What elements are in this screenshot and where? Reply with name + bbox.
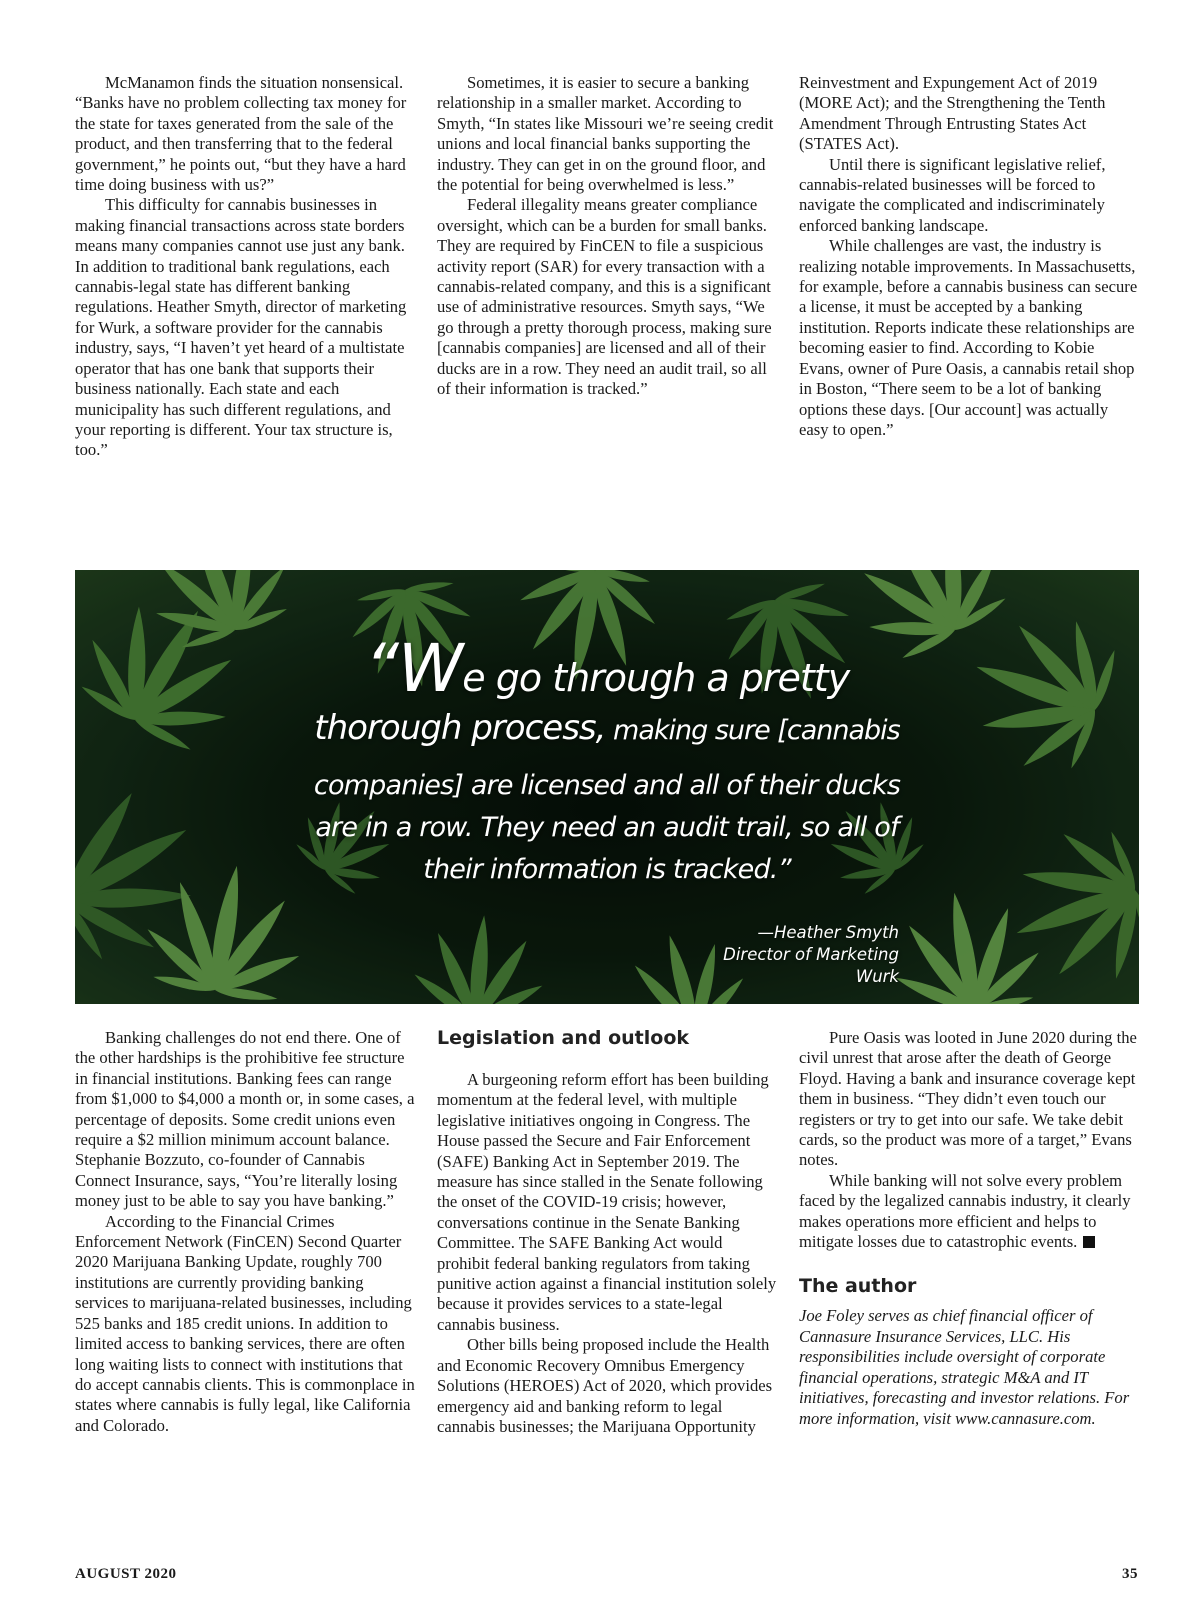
paragraph-text: While banking will not solve every problem faced by the legalized cannabis industry, it clearly makes operations more efficient and helps to mitigate losses due to catastrophic events. (799, 1170, 1131, 1252)
pull-quote-attribution-title: Director of Marketing (723, 945, 899, 964)
paragraph (799, 1171, 1139, 1253)
author-heading: The author (799, 1275, 917, 1298)
paragraph: This difficulty for cannabis businesses in making financial transactions across state borders means many companies cannot use just any bank. In addition to traditional bank regulations, each cannabis-legal state has different banking regulations. Heather Smyth, director of marketing for Wurk, a software provider for the cannabis industry, says, “I haven’t yet heard of a multistate operator that has one bank that supports their business nationally. Each state and each municipality has such different regulations, and your reporting is different. Your tax structure is, too.” (75, 195, 407, 460)
pull-quote-text: e go through a pretty (462, 656, 850, 700)
paragraph: A burgeoning reform effort has been building momentum at the federal level, with multiple legislative initiatives ongoing in Congress. The House passed the Secure and Fair Enforcement (SAFE) Banking Act in September 2019. The measure has since stalled in the Senate following the onset of the COVID-19 crisis; however, conversations continue in the Senate Banking Committee. The SAFE Banking Act would prohibit federal banking regulators from taking punitive action against a financial institution solely because it provides services to a state-legal cannabis business. (437, 1070, 777, 1334)
paragraph: Pure Oasis was looted in June 2020 during the civil unrest that arose after the death of George Floyd. Having a bank and insurance coverage kept them in business. “They didn’t even touch our registers or try to get into our safe. We take debit cards, so the product was more of a target,” Evans notes. (799, 1028, 1137, 1170)
article-column-top-1 (75, 73, 415, 461)
paragraph: According to the Financial Crimes Enforcement Network (FinCEN) Second Quarter 2020 Marijuana Banking Update, roughly 700 institutions are currently providing banking services to marijuana-related businesses, including 525 banks and 185 credit unions. In addition to limited access to banking services, there are often long waiting lists to connect with institutions that do accept cannabis clients. This is commonplace in states where cannabis is fully legal, like California and Colorado. (75, 1211, 415, 1435)
paragraph: Banking challenges do not end there. One of the other hardships is the prohibitive fee structure in financial institutions. Banking fees can range from $1,000 to $4,000 a month or, in some cases, a percentage of deposits. Some credit unions even require a $2 million minimum account balance. Stephanie Bozzuto, co-founder of Cannabis Connect Insurance, says, “You’re literally losing money just to be able to say you have banking.” (75, 1028, 415, 1211)
article-column-bottom-2 (437, 1026, 777, 1437)
section-heading: Legislation and outlook (437, 1027, 690, 1049)
article-column-bottom-3 (799, 1028, 1139, 1429)
pull-quote-banner (75, 570, 1139, 1004)
article-column-top-2 (437, 73, 777, 400)
pull-quote-line-2 (75, 708, 1139, 748)
pull-quote-drop-letter: W (398, 630, 463, 707)
pull-quote-text: making sure [cannabis (605, 715, 900, 746)
paragraph: Until there is significant legislative relief, cannabis-related businesses will be forced to navigate the complicated and indiscriminately enforced banking landscape. (799, 154, 1106, 235)
paragraph: Federal illegality means greater compliance oversight, which can be a burden for small banks. They are required by FinCEN to file a suspicious activity report (SAR) for every transaction with a cannabis-related company, and this is a significant use of administrative resources. Smyth says, “We go through a pretty thorough process, making sure [cannabis companies] are licensed and all of their ducks are in a row. They need an audit trail, so all of their information is tracked.” (437, 195, 772, 399)
pull-quote-text: thorough process, (314, 708, 606, 748)
page-number: 35 (1122, 1566, 1138, 1582)
pull-quote (75, 570, 1139, 1004)
article-column-bottom-1 (75, 1028, 415, 1436)
pull-quote-attribution-company: Wurk (855, 967, 899, 986)
end-mark-icon (1083, 1236, 1095, 1248)
issue-date: AUGUST 2020 (75, 1566, 177, 1582)
pull-quote-line-1 (75, 630, 1139, 707)
paragraph: Sometimes, it is easier to secure a banking relationship in a smaller market. According to Smyth, “In states like Missouri we’re seeing credit unions and local financial banks supporting the industry. They can get in on the ground floor, and the potential for being overwhelmed is less.” (437, 73, 774, 195)
pull-quote-line-3: companies] are licensed and all of their ducks (313, 770, 901, 801)
paragraph: While challenges are vast, the industry is realizing notable improvements. In Massachusetts, for example, before a cannabis business can secure a license, it must be accepted by a banking institution. Reports indicate these relationships are becoming easier to find. According to Kobie Evans, owner of Pure Oasis, a cannabis retail shop in Boston, “There seem to be a lot of banking options these days. [Our account] was actually easy to open.” (799, 236, 1138, 439)
article-column-top-3 (799, 73, 1139, 440)
pull-quote-attribution-name: —Heather Smyth (757, 923, 899, 942)
paragraph: McManamon finds the situation nonsensical. “Banks have no problem collecting tax money for the state for taxes generated from the sale of the product, and then transferring that to the federal government,” he points out, “but they have a hard time doing business with us?” (75, 73, 407, 195)
pull-quote-open-mark: “ (364, 630, 399, 707)
pull-quote-line-5: their information is tracked.” (423, 854, 791, 885)
paragraph: Other bills being proposed include the Health and Economic Recovery Omnibus Emergency Solutions (HEROES) Act of 2020, which provides emergency aid and banking reform to legal cannabis businesses; the Marijuana Opportunity (437, 1335, 773, 1436)
pull-quote-line-4: are in a row. They need an audit trail, so all of (315, 812, 899, 843)
paragraph-continuation: Reinvestment and Expungement Act of 2019 (MORE Act); and the Strengthening the Tenth Amendment Through Entrusting States Act (STATES Act). (799, 73, 1106, 154)
author-bio: Joe Foley serves as chief financial officer of Cannasure Insurance Services, LLC. His responsibilities include oversight of corporate financial operations, strategic M&A and IT initiatives, forecasting and investor relations. For more information, visit www.cannasure.com. (799, 1306, 1130, 1428)
